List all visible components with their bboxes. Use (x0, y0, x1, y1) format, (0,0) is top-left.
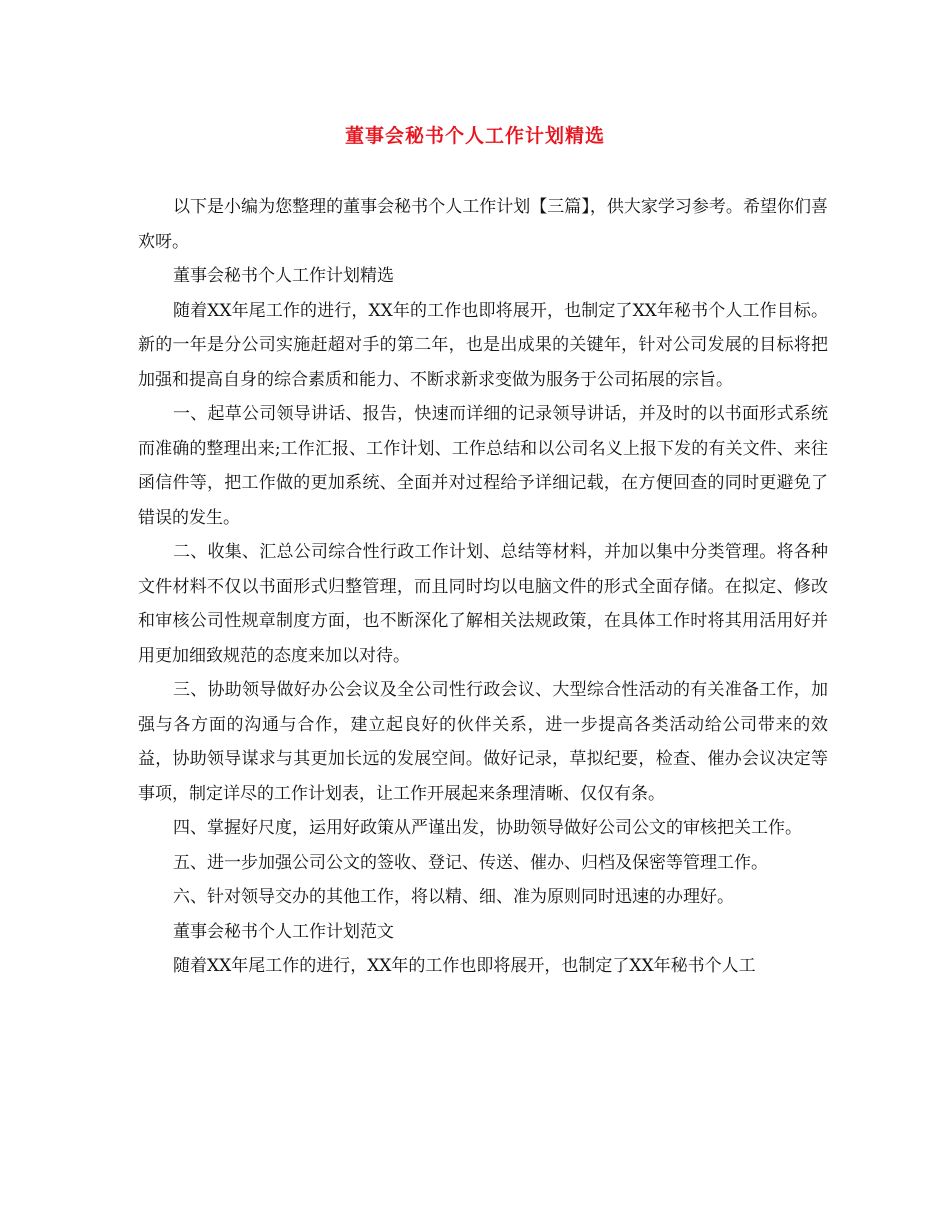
paragraph-intro: 以下是小编为您整理的董事会秘书个人工作计划【三篇】，供大家学习参考。希望你们喜欢呀。 (138, 197, 828, 252)
paragraph: 随着XX年尾工作的进行，XX年的工作也即将展开，也制定了XX年秘书个人工 (173, 956, 756, 976)
paragraph-item-3: 三、协助领导做好办公会议及全公司性行政会议、大型综合性活动的有关准备工作，加强与各方面的沟通与合作，建立起良好的伙伴关系，进一步提高各类活动给公司带来的效益，协助领导谋求与其更加长远的发展空间。做好记录，草拟纪要，检查、催办会议决定等事项，制定详尽的工作计划表，让工作开展起来条理清晰、仅仅有条。 (138, 680, 828, 804)
paragraph-item-2: 二、收集、汇总公司综合性行政工作计划、总结等材料，并加以集中分类管理。将各种文件材料不仅以书面形式归整管理，而且同时均以电脑文件的形式全面存储。在拟定、修改和审核公司性规章制度方面，也不断深化了解相关法规政策，在具体工作时将其用活用好并用更加细致规范的态度来加以对待。 (138, 542, 828, 666)
paragraph-item-1: 一、起草公司领导讲话、报告，快速而详细的记录领导讲话，并及时的以书面形式系统而准确的整理出来;工作汇报、工作计划、工作总结和以公司名义上报下发的有关文件、来往函信件等，把工作做的更加系统、全面并对过程给予详细记载，在方便回查的同时更避免了错误的发生。 (138, 404, 828, 528)
document-title: 董事会秘书个人工作计划精选 (344, 125, 605, 147)
paragraph: 随着XX年尾工作的进行，XX年的工作也即将展开，也制定了XX年秘书个人工作目标。新的一年是分公司实施赶超对手的第二年，也是出成果的关键年，针对公司发展的目标将把加强和提高自身的综合素质和能力、不断求新求变做为服务于公司拓展的宗旨。 (138, 300, 828, 390)
section-heading-2: 董事会秘书个人工作计划范文 (173, 921, 394, 942)
paragraph-item-5: 五、进一步加强公司公文的签收、登记、传送、催办、归档及保密等管理工作。 (173, 852, 768, 873)
document-body (138, 190, 828, 984)
paragraph-item-6: 六、针对领导交办的其他工作，将以精、细、准为原则同时迅速的办理好。 (173, 887, 734, 907)
section-heading-1: 董事会秘书个人工作计划精选 (173, 266, 394, 286)
paragraph-item-4: 四、掌握好尺度，运用好政策从严谨出发，协助领导做好公司公文的审核把关工作。 (173, 818, 802, 838)
